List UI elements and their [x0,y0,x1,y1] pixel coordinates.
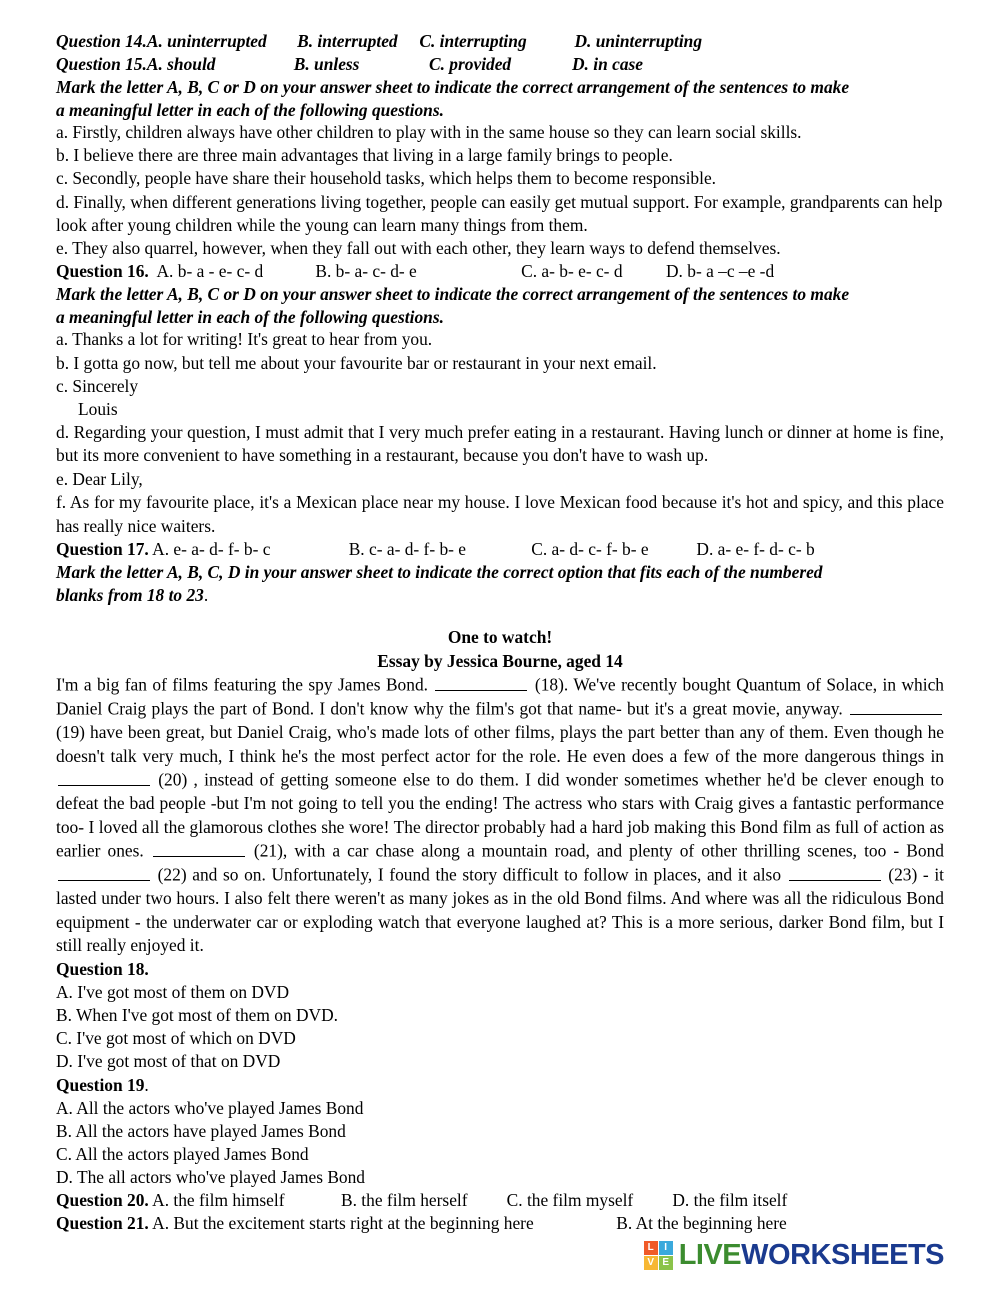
logo-text-worksheets: WORKSHEETS [741,1239,944,1271]
question-19-period: . [144,1074,149,1095]
question-20-row [56,1189,944,1212]
blank-21 [153,839,245,857]
sentence-item: e. Dear Lily, [56,468,143,489]
blank-20 [58,768,150,786]
logo-letter-i: I [659,1241,673,1255]
question-18-label-row [56,958,944,981]
essay-text-b: (18). We've recently bought Quantum of Solace, in which Daniel Craig plays the part of Bond. I don't know why the film's got that name- but it's a great movie, anyway. [56,674,945,719]
essay-text-e: (21), with a car chase along a mountain road, and plenty of other thrilling scenes, too - Bond [246,840,944,861]
question-14-options: A. uninterrupted B. interrupted C. interrupting D. uninterrupting [146,31,703,51]
question-14-row [56,30,944,53]
essay-text-a: I'm a big fan of films featuring the spy James Bond. [56,674,434,695]
question-17-row [56,538,944,561]
sentence-item: d. Regarding your question, I must admit that I very much prefer eating in a restaurant. Having lunch or dinner at home is fine, but its more convenient to have something in a restaurant, because you don't have to wash up. [56,421,944,466]
instruction-2-line-1: Mark the letter A, B, C or D on your answer sheet to indicate the correct arrangement of the sentences to make [56,284,850,305]
liveworksheets-logo-icon [644,1241,673,1270]
essay-text-g: (23) - it lasted under two hours. I also felt there weren't as many jokes as in the old Bond films. And where was all the ridiculous Bond equipment - the underwater car or exploding watch that everyone laughed at? This is a more serious, darker Bond film, but I still really enjoyed it. [56,864,944,956]
blank-19 [850,697,942,715]
instruction-3-line-2 [56,584,944,607]
sentence-item: f. As for my favourite place, it's a Mexican place near my house. I love Mexican food because it's hot and spicy, and this place has really nice waiters. [56,492,944,536]
question-19-option: D. The all actors who've played James Bond [56,1167,366,1188]
question-18-option: D. I've got most of that on DVD [56,1051,281,1072]
question-18-option: B. When I've got most of them on DVD. [56,1005,338,1026]
instruction-3-line-1: Mark the letter A, B, C, D in your answer sheet to indicate the correct option that fits each of the numbered [56,562,823,583]
question-15-row [56,53,944,76]
question-18-option: A. I've got most of them on DVD [56,981,290,1002]
blank-22 [58,863,150,881]
question-19-label-row [56,1074,944,1097]
essay-text-f: (22) and so on. Unfortunately, I found the story difficult to follow in places, and it also [152,864,787,885]
liveworksheets-logo-text [679,1239,944,1272]
question-18-label: Question 18. [56,958,149,979]
question-14-label: Question 14. [56,31,147,51]
question-16-options: A. b- a - e- c- d B. b- a- c- d- e C. a- b- e- c- d D. b- a –c –e -d [148,261,775,282]
question-21-options: A. But the excitement starts right at the beginning here B. At the beginning here [148,1213,787,1234]
sentence-item: a. Firstly, children always have other children to play with in the same house so they can learn social skills. [56,122,802,143]
logo-letter-e: E [659,1256,673,1270]
instruction-1-line-2: a meaningful letter in each of the following questions. [56,99,444,120]
question-18-option: C. I've got most of which on DVD [56,1028,296,1049]
liveworksheets-logo[interactable] [644,1239,944,1272]
logo-letter-v: V [644,1256,658,1270]
question-15-label: Question 15. [56,53,147,74]
sentence-item: d. Finally, when different generations living together, people can easily get mutual support. For example, grandparents can help look after young children while the young can learn many things from them. [56,191,943,235]
blank-18 [435,673,527,691]
essay-title: One to watch! [447,627,553,648]
question-17-label: Question 17. [56,539,149,560]
question-21-row [56,1212,944,1235]
question-20-options: A. the film himself B. the film herself C. the film myself D. the film itself [148,1190,788,1211]
sentence-item: b. I gotta go now, but tell me about your favourite bar or restaurant in your next email. [56,352,657,373]
question-17-options: A. e- a- d- f- b- c B. c- a- d- f- b- e C. a- d- c- f- b- e D. a- e- f- d- c- b [148,539,815,560]
question-19-option: A. All the actors who've played James Bond [56,1097,364,1118]
sentence-item: a. Thanks a lot for writing! It's great to hear from you. [56,329,433,350]
essay-byline: Essay by Jessica Bourne, aged 14 [377,650,623,671]
sentence-item: b. I believe there are three main advantages that living in a large family brings to people. [56,145,673,166]
logo-text-live: LIVE [678,1239,742,1271]
question-19-option: B. All the actors have played James Bond [56,1120,346,1141]
question-19-label: Question 19 [56,1074,145,1095]
question-16-label: Question 16. [56,261,149,282]
instruction-3-text: blanks from 18 to 23 [56,584,204,605]
instruction-1-line-1: Mark the letter A, B, C or D on your answer sheet to indicate the correct arrangement of the sentences to make [56,76,850,97]
sentence-item: c. Sincerely [56,375,139,396]
sentence-item: c. Secondly, people have share their household tasks, which helps them to become responsible. [56,168,717,189]
question-21-label: Question 21. [56,1213,149,1234]
sentence-item-signature: Louis [78,398,118,419]
question-20-label: Question 20. [56,1190,149,1211]
essay-paragraph [56,673,944,957]
instruction-3-period: . [203,584,209,605]
essay-text-c: (19) have been great, but Daniel Craig, who's made lots of other films, plays the part better than any of them. Even though he doesn't talk very much, I think he's the most perfect actor for the role. He even does a few of the more dangerous things in [56,722,944,766]
logo-letter-l: L [644,1241,658,1255]
blank-23 [789,863,881,881]
instruction-2-line-2: a meaningful letter in each of the following questions. [56,306,444,327]
sentence-item: e. They also quarrel, however, when they fall out with each other, they learn ways to defend themselves. [56,237,781,258]
essay-text-d: (20) , instead of getting someone else to do them. I did wonder sometimes whether he'd be clever enough to defeat the bad people -but I'm not going to tell you the ending! The actress who stars with Craig gives a fantastic performance too- I loved all the glamorous clothes she wore! The director probably had a hard job making this Bond film as full of action as earlier ones. [56,769,944,861]
question-15-options: A. should B. unless C. provided D. in case [146,53,644,74]
question-16-row [56,260,944,283]
question-19-option: C. All the actors played James Bond [56,1143,309,1164]
